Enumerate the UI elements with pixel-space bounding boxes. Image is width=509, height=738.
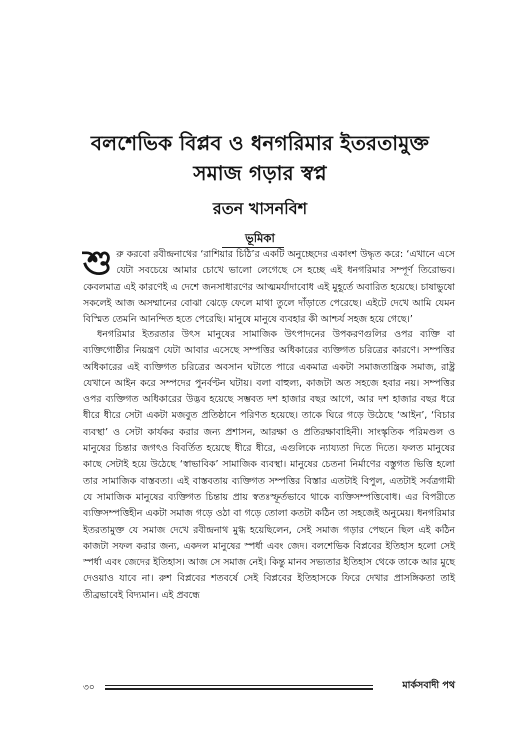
paragraph-2: [83, 327, 455, 604]
footer-rule-thick: [105, 688, 373, 690]
title-line-1: বলশেভিক বিপ্লব ও ধনগরিমার ইতরতামুক্ত: [90, 131, 430, 155]
page-number: ৩০: [83, 683, 95, 693]
section-heading: ভূমিকা: [245, 231, 275, 245]
page-footer: [83, 680, 455, 694]
author-name: রতন খাসনবিশ: [212, 199, 308, 218]
paragraph-1: [83, 243, 455, 328]
paragraph-2-text: ধনগরিমার ইতরতার উৎস মানুষের সামাজিক উৎপাদনের উপকরণগুলির ওপর ব্যক্তি বা ব্যক্তিগোষ্ঠীর নিয়ন্ত্রণ যেটা আবার এসেছে সম্পত্তির অধিকারের ব্যক্তিগত চরিত্রের কারণে। সম্পত্তির অধিকারের এই ব্যক্তিগত চরিত্রের অবসান ঘটাতে পারে একমাত্র একটা সমাজতান্ত্রিক সমাজ, রাষ্ট্র যেখানে আইন করে সম্পদের পুনর্বণ্টন ঘটায়। বলা বাহুল্য, কাজটা অত সহজে হবার নয়। সম্পত্তির ওপর ব্যক্তিগত অধিকারের উদ্ভব হয়েছে সম্ভবত দশ হাজার বছর আগে, আর দশ হাজার বছর ধরে ধীরে ধীরে সেটা একটা মজবুত প্রতিষ্ঠানে পরিণত হয়েছে। তাকে ঘিরে গড়ে উঠেছে ‘আইন’, ‘বিচার ব্যবস্থা’ ও সেটা কার্যকর করার জন্য প্রশাসন, আরক্ষা ও প্রতিরক্ষাবাহিনী। সাংস্কৃতিক পরিমণ্ডল ও মানুষের চিন্তার জগৎও বিবর্তিত হয়েছে ধীরে ধীরে, এগুলিকে ন্যায্যতা দিতে দিতে। ফলত মানুষের কাছে সেটাই হয়ে উঠেছে ‘স্বাভাবিক’ সামাজিক ব্যবস্থা। মানুষের চেতনা নির্মাণের বস্তুগত ভিত্তি হলো তার সামাজিক বাস্তবতা। এই বাস্তবতায় ব্যক্তিগত সম্পত্তির বিস্তার এতটাই বিপুল, এতটাই সর্বত্রগামী যে সামাজিক মানুষের ব্যক্তিগত চিন্তায় প্রায় স্বতঃস্ফূর্তভাবে থাকে ব্যক্তিসম্পত্তিবোধ। এর বিপরীতে ব্যক্তিসম্পত্তিহীন একটা সমাজ গড়ে ওঠা বা গড়ে তোলা কতটা কঠিন তা সহজেই অনুমেয়। ধনগরিমার ইতরতামুক্ত যে সমাজ দেখে রবীন্দ্রনাথ মুগ্ধ হয়েছিলেন, সেই সমাজ গড়ার পেছনে ছিল এই কঠিন কাজটা সফল করার জন্য, একদল মানুষের স্পর্ধা এবং জেদ। বলশেভিক বিপ্লবের ইতিহাস হলো সেই স্পর্ধা এবং জেদের ইতিহাস। আজ সে সমাজ নেই। কিন্তু মানব সভ্যতার ইতিহাস থেকে তাকে আর মুছে দেওয়াও যাবে না। রুশ বিপ্লবের শতবর্ষে সেই বিপ্লবের ইতিহাসকে ফিরে দেখার প্রাসঙ্গিকতা তাই তীব্রভাবেই বিদ্যমান। এই প্রবন্ধে: [83, 329, 455, 601]
title-line-2: সমাজ গড়ার স্বপ্ন: [193, 161, 327, 185]
journal-name: মার্কসবাদী পথ: [402, 680, 455, 691]
article-title: [60, 128, 460, 188]
paragraph-1-text: রু করবো রবীন্দ্রনাথের ‘রাশিয়ার চিঠি’র একটি অনুচ্ছেদের একাংশ উদ্ধৃত করে: ‘এখানে এসে যেটা সবচেয়ে আমার চোখে ভালো লেগেছে সে হচ্ছে এই ধনগরিমার সম্পূর্ণ তিরোভব। কেবলমাত্র এই কারণেই এ দেশে জনসাধারণের আত্মমর্যাদাবোধ এই মুহূর্তে অবারিত হয়েছে। চাষাভুষো সকলেই আজ অসম্মানের বোঝা ঝেড়ে ফেলে মাথা তুলে দাঁড়াতে পেরেছে। এইটে দেখে আমি যেমন বিস্মিত তেমনি আনন্দিত হতে পেরেছি। মানুষে মানুষে ব্যবহার কী আশ্চর্য সহজ হয়ে গেছে।’: [83, 249, 455, 326]
footer-rule-thin: [105, 685, 373, 686]
drop-cap: শু: [83, 243, 113, 283]
